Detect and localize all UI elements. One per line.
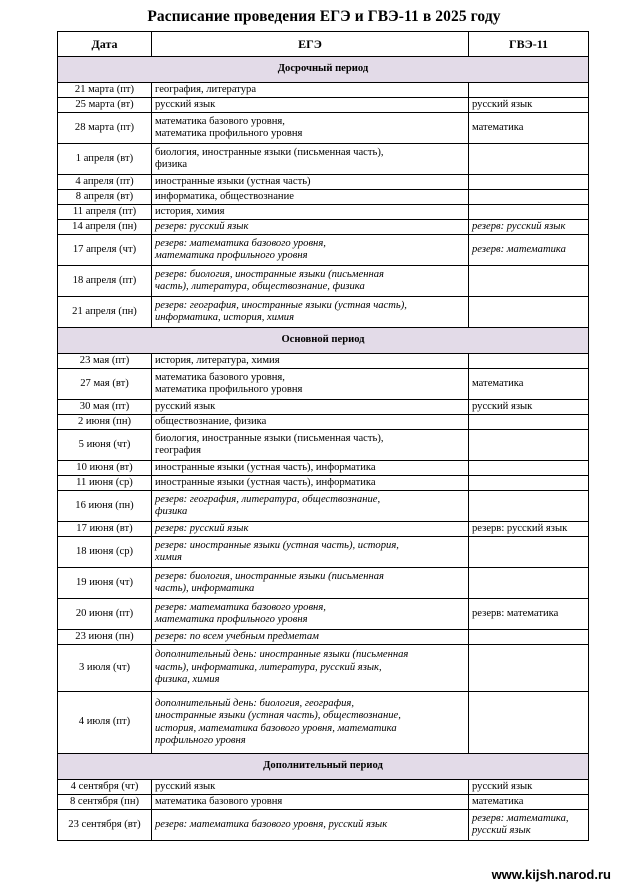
table-header-row — [58, 32, 589, 57]
gve-cell — [469, 205, 589, 220]
gve-cell — [469, 190, 589, 205]
gve-cell — [469, 630, 589, 645]
ege-cell: резерв: география, литература, обществознание, физика — [152, 491, 469, 522]
table-row — [58, 400, 589, 415]
gve-cell: русский язык — [469, 400, 589, 415]
table-row — [58, 630, 589, 645]
table-row — [58, 205, 589, 220]
table-body — [58, 57, 589, 841]
date-cell: 17 апреля (чт) — [58, 235, 152, 266]
date-cell: 23 июня (пн) — [58, 630, 152, 645]
header-date: Дата — [58, 32, 152, 57]
section-title: Досрочный период — [58, 57, 589, 83]
ege-cell: математика базового уровня — [152, 795, 469, 810]
date-cell: 19 июня (чт) — [58, 568, 152, 599]
date-cell: 25 марта (вт) — [58, 98, 152, 113]
section-title: Дополнительный период — [58, 754, 589, 780]
date-cell: 18 апреля (пт) — [58, 266, 152, 297]
ege-cell: русский язык — [152, 98, 469, 113]
gve-cell: резерв: русский язык — [469, 522, 589, 537]
table-row — [58, 522, 589, 537]
gve-cell: резерв: математика, русский язык — [469, 810, 589, 841]
gve-cell — [469, 83, 589, 98]
ege-cell: резерв: математика базового уровня, математика профильного уровня — [152, 599, 469, 630]
ege-cell: русский язык — [152, 780, 469, 795]
ege-cell: дополнительный день: иностранные языки (письменная часть), информатика, литература, русский язык, физика, химия — [152, 645, 469, 692]
gve-cell — [469, 415, 589, 430]
ege-cell: резерв: русский язык — [152, 522, 469, 537]
ege-cell: география, литература — [152, 83, 469, 98]
date-cell: 11 апреля (пт) — [58, 205, 152, 220]
table-row — [58, 599, 589, 630]
date-cell: 14 апреля (пн) — [58, 220, 152, 235]
gve-cell — [469, 491, 589, 522]
table-row — [58, 113, 589, 144]
date-cell: 16 июня (пн) — [58, 491, 152, 522]
table-row — [58, 645, 589, 692]
date-cell: 4 апреля (пт) — [58, 175, 152, 190]
gve-cell — [469, 461, 589, 476]
ege-cell: математика базового уровня, математика профильного уровня — [152, 113, 469, 144]
date-cell: 11 июня (ср) — [58, 476, 152, 491]
header-gve: ГВЭ-11 — [469, 32, 589, 57]
table-row — [58, 235, 589, 266]
ege-cell: резерв: по всем учебным предметам — [152, 630, 469, 645]
gve-cell — [469, 175, 589, 190]
header-ege: ЕГЭ — [152, 32, 469, 57]
gve-cell — [469, 266, 589, 297]
table-row — [58, 190, 589, 205]
table-row — [58, 83, 589, 98]
gve-cell — [469, 568, 589, 599]
ege-cell: обществознание, физика — [152, 415, 469, 430]
gve-cell — [469, 297, 589, 328]
ege-cell: история, литература, химия — [152, 354, 469, 369]
gve-cell: математика — [469, 795, 589, 810]
ege-cell: история, химия — [152, 205, 469, 220]
gve-cell: резерв: русский язык — [469, 220, 589, 235]
date-cell: 21 апреля (пн) — [58, 297, 152, 328]
section-header-row — [58, 57, 589, 83]
ege-cell: резерв: русский язык — [152, 220, 469, 235]
section-title: Основной период — [58, 328, 589, 354]
date-cell: 8 апреля (вт) — [58, 190, 152, 205]
gve-cell — [469, 354, 589, 369]
table-row — [58, 220, 589, 235]
ege-cell: резерв: биология, иностранные языки (письменная часть), литература, обществознание, физика — [152, 266, 469, 297]
table-row — [58, 780, 589, 795]
gve-cell: резерв: математика — [469, 599, 589, 630]
table-row — [58, 476, 589, 491]
ege-cell: резерв: биология, иностранные языки (письменная часть), информатика — [152, 568, 469, 599]
table-row — [58, 144, 589, 175]
ege-cell: информатика, обществознание — [152, 190, 469, 205]
table-row — [58, 369, 589, 400]
table-row — [58, 430, 589, 461]
table-row — [58, 491, 589, 522]
ege-cell: резерв: иностранные языки (устная часть), история, химия — [152, 537, 469, 568]
date-cell: 23 мая (пт) — [58, 354, 152, 369]
date-cell: 20 июня (пт) — [58, 599, 152, 630]
page-title: Расписание проведения ЕГЭ и ГВЭ-11 в 2025 году — [147, 8, 501, 25]
date-cell: 28 марта (пт) — [58, 113, 152, 144]
ege-cell: биология, иностранные языки (письменная часть), физика — [152, 144, 469, 175]
date-cell: 5 июня (чт) — [58, 430, 152, 461]
ege-cell: математика базового уровня, математика профильного уровня — [152, 369, 469, 400]
ege-cell: иностранные языки (устная часть), информатика — [152, 476, 469, 491]
table-row — [58, 297, 589, 328]
ege-cell: иностранные языки (устная часть) — [152, 175, 469, 190]
date-cell: 30 мая (пт) — [58, 400, 152, 415]
date-cell: 1 апреля (вт) — [58, 144, 152, 175]
date-cell: 8 сентября (пн) — [58, 795, 152, 810]
date-cell: 23 сентября (вт) — [58, 810, 152, 841]
table-row — [58, 266, 589, 297]
table-row — [58, 354, 589, 369]
date-cell: 27 мая (вт) — [58, 369, 152, 400]
table-row — [58, 537, 589, 568]
date-cell: 4 сентября (чт) — [58, 780, 152, 795]
ege-cell: русский язык — [152, 400, 469, 415]
date-cell: 21 марта (пт) — [58, 83, 152, 98]
gve-cell — [469, 645, 589, 692]
section-header-row — [58, 328, 589, 354]
table-row — [58, 415, 589, 430]
gve-cell: русский язык — [469, 780, 589, 795]
ege-cell: дополнительный день: биология, география, иностранные языки (устная часть), обществознание, история, математика базового уровня, математика профильного уровня — [152, 692, 469, 754]
section-header-row — [58, 754, 589, 780]
gve-cell: математика — [469, 113, 589, 144]
table-row — [58, 175, 589, 190]
exam-schedule-table — [57, 31, 589, 841]
gve-cell — [469, 430, 589, 461]
gve-cell — [469, 476, 589, 491]
ege-cell: резерв: география, иностранные языки (устная часть), информатика, история, химия — [152, 297, 469, 328]
table-row — [58, 568, 589, 599]
table-row — [58, 98, 589, 113]
ege-cell: биология, иностранные языки (письменная часть), география — [152, 430, 469, 461]
ege-cell: иностранные языки (устная часть), информатика — [152, 461, 469, 476]
gve-cell — [469, 537, 589, 568]
table-row — [58, 461, 589, 476]
date-cell: 10 июня (вт) — [58, 461, 152, 476]
date-cell: 3 июля (чт) — [58, 645, 152, 692]
gve-cell — [469, 144, 589, 175]
site-url: www.kijsh.narod.ru — [491, 867, 611, 882]
gve-cell — [469, 692, 589, 754]
ege-cell: резерв: математика базового уровня, русский язык — [152, 810, 469, 841]
date-cell: 4 июля (пт) — [58, 692, 152, 754]
gve-cell: резерв: математика — [469, 235, 589, 266]
table-row — [58, 692, 589, 754]
ege-cell: резерв: математика базового уровня, математика профильного уровня — [152, 235, 469, 266]
table-row — [58, 810, 589, 841]
date-cell: 18 июня (ср) — [58, 537, 152, 568]
date-cell: 2 июня (пн) — [58, 415, 152, 430]
gve-cell: математика — [469, 369, 589, 400]
gve-cell: русский язык — [469, 98, 589, 113]
table-row — [58, 795, 589, 810]
date-cell: 17 июня (вт) — [58, 522, 152, 537]
